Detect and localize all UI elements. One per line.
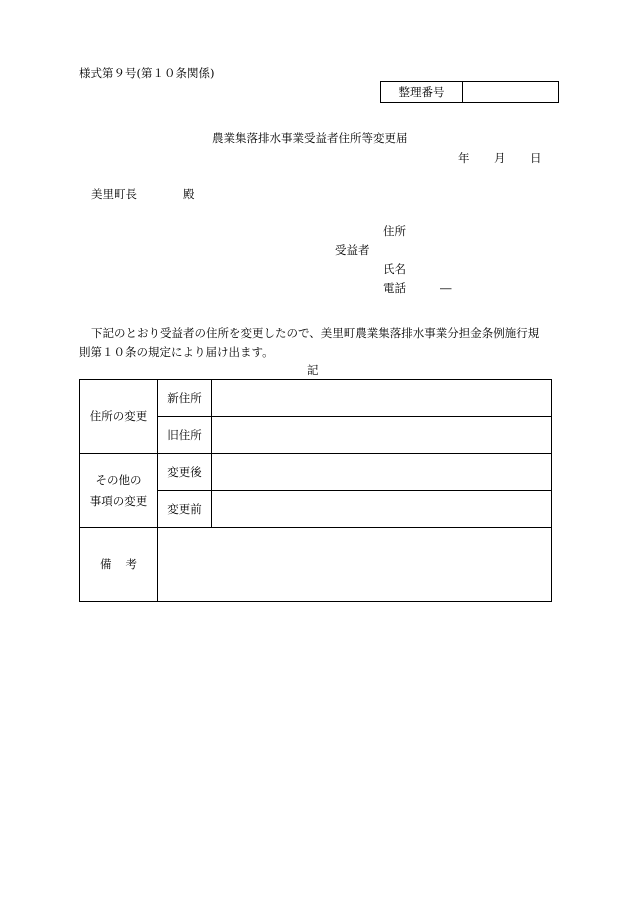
applicant-phone-dash: ― <box>440 281 452 295</box>
body-text-line2: 則第１０条の規定により届け出ます。 <box>79 345 274 359</box>
remarks-field[interactable] <box>158 528 552 602</box>
table-row <box>80 380 552 417</box>
ki-heading: 記 <box>307 363 319 377</box>
registration-number-box <box>380 81 559 103</box>
other-change-label <box>80 454 158 528</box>
table-row <box>80 454 552 491</box>
new-address-field[interactable] <box>212 380 552 417</box>
old-address-field[interactable] <box>212 417 552 454</box>
date-year: 年 <box>458 151 470 165</box>
table-row <box>80 528 552 602</box>
date-month: 月 <box>494 151 506 165</box>
recipient-name: 美里町長 <box>91 187 137 201</box>
applicant-address-label: 住所 <box>383 224 406 238</box>
after-change-field[interactable] <box>212 454 552 491</box>
recipient-honorific: 殿 <box>183 187 195 201</box>
before-change-field[interactable] <box>212 491 552 528</box>
date-day: 日 <box>530 151 542 165</box>
before-change-label: 変更前 <box>158 491 212 528</box>
form-number: 様式第９号(第１０条関係) <box>79 66 215 80</box>
other-change-label-line1: その他の <box>95 473 142 488</box>
new-address-label: 新住所 <box>158 380 212 417</box>
applicant-name-label: 氏名 <box>383 262 406 276</box>
applicant-phone-label: 電話 <box>383 281 406 295</box>
registration-number-field[interactable] <box>463 82 558 102</box>
change-details-table <box>79 379 552 602</box>
body-text-line1: 下記のとおり受益者の住所を変更したので、美里町農業集落排水事業分担金条例施行規 <box>91 326 540 340</box>
old-address-label: 旧住所 <box>158 417 212 454</box>
applicant-role: 受益者 <box>335 243 370 257</box>
registration-number-label: 整理番号 <box>381 82 463 102</box>
document-title: 農業集落排水事業受益者住所等変更届 <box>212 131 408 145</box>
other-change-label-line2: 事項の変更 <box>89 493 148 508</box>
after-change-label: 変更後 <box>158 454 212 491</box>
remarks-label: 備考 <box>100 557 151 572</box>
address-change-label: 住所の変更 <box>80 380 158 454</box>
remarks-label-cell <box>80 528 158 602</box>
